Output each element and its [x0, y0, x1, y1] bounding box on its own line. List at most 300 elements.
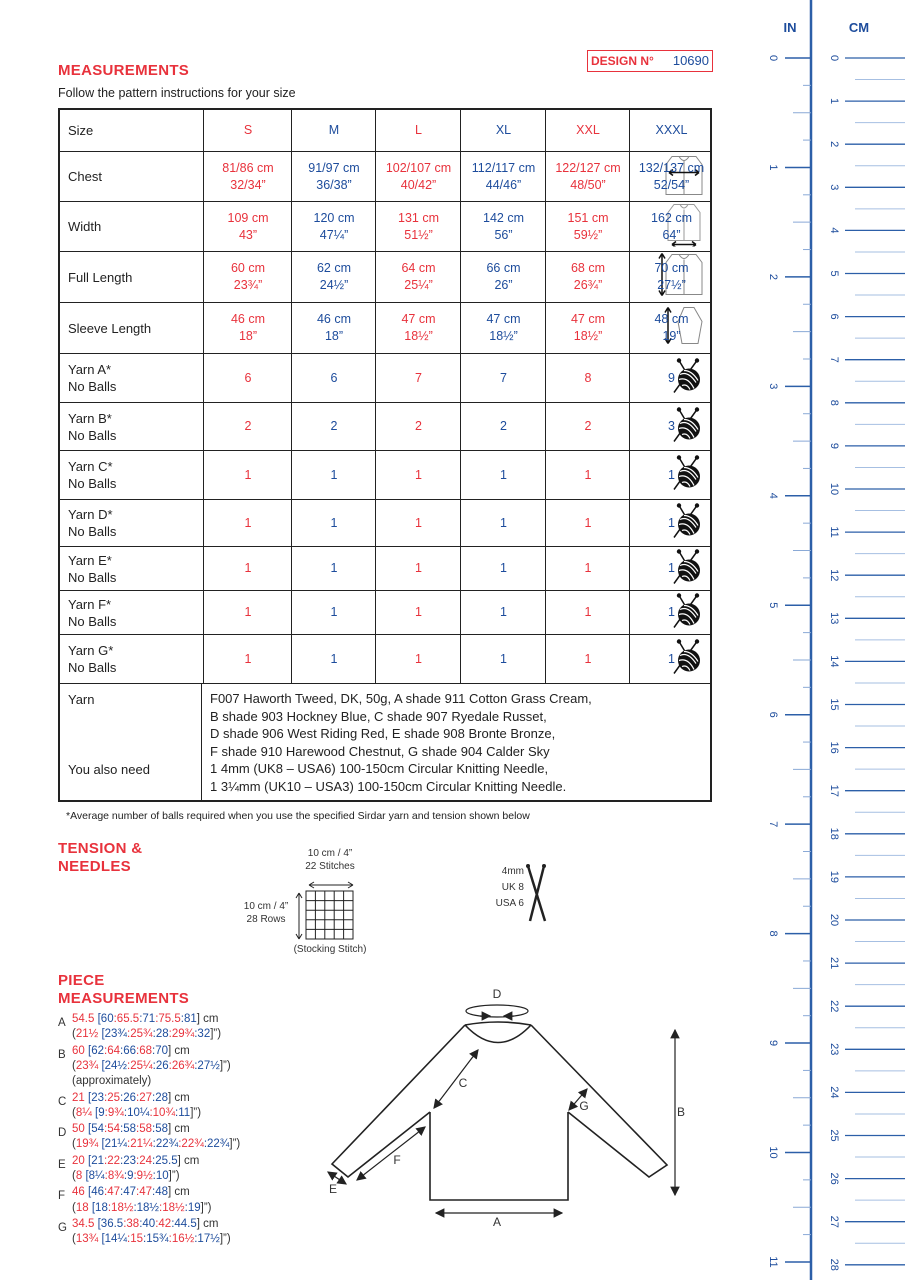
piece-value: 8¼ [88, 1169, 105, 1182]
cell-value: 1 [500, 467, 507, 482]
piece-letter: E [58, 1158, 66, 1171]
size-header-l [375, 110, 461, 151]
value-cell [375, 303, 461, 353]
cell-value: 1 [330, 467, 338, 482]
piece-value: 26¾ [171, 1059, 195, 1072]
row-label-line: Width [68, 219, 102, 234]
cell-value: 2 [584, 419, 592, 433]
arrow-c [434, 1050, 478, 1108]
piece-value: 26 [155, 1059, 169, 1072]
value-cell [629, 354, 713, 402]
piece-value: 70 [155, 1044, 168, 1057]
table-row [60, 451, 710, 500]
cell-value: 1 [415, 561, 422, 575]
cm-number: 18 [828, 827, 841, 840]
value-cell [375, 547, 461, 590]
value-cell [460, 547, 546, 590]
pieces-heading-2: MEASUREMENTS [58, 990, 190, 1007]
cell-value: 1 [330, 515, 338, 530]
piece-value: 25.5 [155, 1154, 178, 1167]
value-cell [460, 403, 546, 450]
tension-stitches: 22 Stitches [305, 861, 355, 872]
measuring-ruler [760, 0, 905, 1280]
row-label-line: No Balls [68, 660, 117, 675]
cell-value: 1 [584, 651, 592, 666]
cm-number: 6 [828, 313, 841, 320]
cm-number: 13 [828, 612, 841, 625]
size-name: XL [495, 123, 512, 137]
neck-circumference-loop [466, 1005, 528, 1017]
cell-value: 1 [500, 605, 507, 619]
piece-letter: C [58, 1095, 67, 1108]
piece-value: 65.5 [116, 1013, 140, 1025]
row-label [68, 403, 116, 450]
arrow-g [569, 1089, 587, 1110]
arrow-f [357, 1127, 425, 1180]
value-cell [545, 152, 630, 201]
cm-number: 23 [828, 1043, 841, 1056]
cell-value: 47 cm [486, 312, 521, 326]
size-name: S [243, 123, 253, 137]
cell-value: 1 [584, 515, 592, 530]
piece-value: 10¾ [152, 1106, 176, 1119]
cell-value: 131 cm [398, 210, 439, 225]
label-e: E [328, 1182, 338, 1196]
cell-value: 132/137 cm [638, 160, 705, 175]
cell-value: 1 [244, 605, 252, 619]
cm-number: 19 [828, 870, 841, 884]
piece-value: 22¾ [207, 1138, 230, 1151]
sweater-outline [332, 1022, 667, 1200]
value-cell [203, 354, 292, 402]
size-name: XXXL [655, 123, 688, 137]
piece-value: 28 [155, 1091, 168, 1104]
arrow-e [328, 1172, 346, 1184]
value-cell [545, 635, 630, 683]
piece-value: 47 [107, 1186, 120, 1199]
tension-rows: 28 Rows [246, 914, 286, 925]
needle-line: 1 3¼mm (UK10 – USA3) 100-150cm Circular Knitting Needle. [210, 778, 567, 794]
value-cell [375, 500, 461, 546]
piece-value: 54 [107, 1123, 120, 1136]
cell-value: 2 [244, 419, 252, 433]
table-row [60, 354, 710, 403]
piece-value: 23¾ [75, 1059, 99, 1072]
value-cell [460, 500, 546, 546]
measurements-table [58, 108, 712, 802]
inch-number: 6 [767, 711, 780, 718]
cm-number: 15 [828, 698, 841, 711]
value-cell [629, 500, 713, 546]
row-label [68, 547, 116, 590]
size-header-xxxl [629, 110, 713, 151]
value-cell [375, 635, 461, 683]
value-cell [375, 152, 461, 201]
piece-value: 20 [72, 1154, 85, 1167]
size-name: M [328, 123, 340, 137]
piece-value: 22¾ [155, 1138, 179, 1151]
inch-number: 11 [767, 1256, 780, 1268]
cell-value: 18½” [489, 329, 518, 343]
value-cell [203, 451, 292, 499]
inch-number: 4 [767, 492, 780, 499]
cell-value: 120 cm [313, 210, 355, 225]
cell-value: 18½” [404, 329, 433, 343]
footnote: *Average number of balls required when you use the specified Sirdar yarn and tension shown below [66, 810, 530, 822]
value-cell [203, 252, 292, 302]
cell-value: 1 [244, 515, 252, 530]
cell-value: 1 [500, 561, 507, 575]
piece-value: 48 [155, 1186, 168, 1199]
piece-value: 9¾ [107, 1106, 124, 1119]
value-cell [460, 451, 546, 499]
cm-number: 1 [828, 98, 841, 105]
yarn-line: B shade 903 Hockney Blue, C shade 907 Ryedale Russet, [210, 708, 547, 724]
cell-value: 1 [415, 651, 422, 666]
value-cell [291, 354, 376, 402]
cell-value: 1 [584, 467, 592, 482]
value-cell [203, 635, 292, 683]
piece-value: 27 [139, 1091, 152, 1104]
piece-value: 18½ [136, 1201, 160, 1214]
cell-value: 1 [244, 467, 252, 482]
value-cell [203, 403, 292, 450]
piece-value: 14¼ [104, 1233, 128, 1246]
cm-number: 27 [828, 1215, 841, 1228]
cell-value: 24½” [319, 278, 349, 292]
cell-value: 46 cm [230, 312, 266, 326]
piece-value: 47 [123, 1186, 136, 1199]
cell-value: 109 cm [227, 210, 269, 225]
row-label [68, 303, 151, 353]
row-label-line: No Balls [68, 476, 117, 491]
row-label [68, 202, 101, 251]
needle-size-mm: 4mm [501, 866, 524, 877]
piece-value: 46 [91, 1186, 104, 1199]
size-header-xxl [545, 110, 630, 151]
cm-number: 2 [828, 141, 841, 148]
knitting-needles-icon [525, 863, 555, 925]
table-header-row [60, 110, 710, 152]
cell-value: 112/117 cm [471, 160, 536, 175]
value-cell [203, 202, 292, 251]
cell-value: 23¾” [233, 278, 263, 292]
cm-number: 24 [828, 1086, 841, 1099]
value-cell [629, 591, 713, 634]
piece-value: 27½ [197, 1059, 220, 1072]
yarn-info-row [60, 684, 710, 800]
value-cell [203, 547, 292, 590]
size-name: XXL [576, 123, 600, 137]
cell-value: 1 [584, 605, 592, 619]
cell-value: 64 cm [401, 261, 436, 275]
piece-letter: F [58, 1190, 66, 1203]
piece-value: 21½ [75, 1028, 99, 1041]
piece-value: 25 [107, 1091, 120, 1104]
piece-value: 9 [98, 1106, 105, 1119]
needle-line: 1 4mm (UK8 – USA6) 100-150cm Circular Knitting Needle, [210, 761, 549, 776]
cm-number: 20 [828, 913, 841, 927]
value-cell [545, 403, 630, 450]
cell-value: 52/54” [653, 177, 690, 192]
cell-value: 60 cm [230, 261, 266, 275]
table-row [60, 403, 710, 451]
table-row [60, 252, 710, 303]
value-cell [629, 403, 713, 450]
cell-value: 66 cm [486, 261, 521, 275]
value-cell [375, 354, 461, 402]
cm-number: 5 [828, 270, 841, 277]
piece-value: 81 [183, 1013, 197, 1025]
cell-value: 2 [330, 419, 338, 433]
piece-value: 9 [127, 1169, 134, 1182]
inch-number: 5 [767, 602, 780, 609]
cm-number: 8 [828, 399, 841, 406]
piece-value: 10¼ [127, 1106, 150, 1119]
table-row [60, 591, 710, 635]
cell-value: 18” [238, 329, 258, 343]
cell-value: 102/107 cm [385, 160, 452, 175]
cell-value: 1 [244, 651, 252, 666]
cell-value: 7 [500, 370, 507, 385]
inch-number: 9 [767, 1039, 780, 1047]
label-c: C [458, 1076, 468, 1090]
cell-value: 1 [244, 561, 252, 575]
piece-value: 21¼ [130, 1138, 153, 1151]
cell-value: 1 [500, 515, 507, 530]
row-label-line: Sleeve Length [68, 320, 152, 336]
cm-number: 28 [828, 1258, 841, 1271]
value-cell [629, 451, 713, 499]
cell-value: 3 [668, 419, 675, 433]
cell-value: 1 [415, 515, 422, 530]
piece-value: 68 [139, 1044, 152, 1057]
cm-number: 25 [828, 1129, 841, 1142]
piece-value: 71 [142, 1013, 156, 1025]
cell-value: 1 [668, 651, 675, 666]
design-number-box [587, 50, 713, 72]
piece-value: 24 [139, 1154, 152, 1167]
cell-value: 6 [244, 370, 252, 385]
value-cell [291, 635, 376, 683]
piece-value: 22 [107, 1154, 120, 1167]
cm-number: 0 [828, 54, 841, 62]
value-cell [291, 252, 376, 302]
piece-value: 18½ [162, 1201, 185, 1214]
design-label: DESIGN N° [591, 54, 654, 68]
label-d: D [492, 987, 502, 1001]
piece-value: 18 [95, 1201, 108, 1214]
cm-number: 22 [828, 1000, 841, 1013]
cell-value: 32/34” [230, 177, 266, 192]
piece-value: 23 [91, 1091, 104, 1104]
value-cell [291, 547, 376, 590]
row-label-line: Yarn B* [68, 410, 112, 426]
cell-value: 7 [415, 370, 422, 385]
row-label [68, 500, 116, 546]
piece-value: 64 [107, 1044, 120, 1057]
row-label [68, 252, 132, 302]
cell-value: 1 [330, 561, 338, 575]
inch-number: 0 [767, 54, 780, 62]
row-label-line: Yarn E* [68, 552, 112, 568]
value-cell [460, 152, 546, 201]
value-cell [629, 152, 713, 201]
value-cell [545, 547, 630, 590]
measurements-heading: MEASUREMENTS [58, 62, 190, 79]
label-g: G [579, 1099, 589, 1113]
piece-letter: D [58, 1127, 67, 1140]
piece-letter: B [58, 1048, 66, 1061]
piece-value: 54 [91, 1123, 104, 1136]
cell-value: 81/86 cm [222, 160, 274, 175]
row-label-line: Yarn G* [68, 643, 114, 658]
row-label [68, 635, 116, 683]
row-label [68, 354, 116, 402]
value-cell [629, 202, 713, 251]
cell-value: 59½” [573, 227, 603, 242]
inch-label: IN [783, 20, 797, 35]
piece-value: 34.5 [72, 1217, 95, 1230]
value-cell [545, 303, 630, 353]
row-label-line: Chest [68, 169, 102, 184]
table-row [60, 202, 710, 252]
pieces-heading-1: PIECE [58, 972, 105, 989]
piece-value: 23¾ [104, 1028, 128, 1041]
cell-value: 18” [324, 329, 344, 343]
cell-value: 1 [415, 605, 422, 619]
row-label-line: Yarn A* [68, 362, 112, 377]
cm-number: 14 [828, 655, 841, 668]
cm-number: 9 [828, 442, 841, 449]
cell-value: 91/97 cm [308, 160, 360, 175]
row-label-line: No Balls [68, 379, 117, 394]
cm-number: 26 [828, 1172, 841, 1185]
piece-value: 26 [123, 1091, 136, 1104]
piece-value: 36.5 [100, 1217, 124, 1230]
piece-value: 24½ [104, 1059, 128, 1072]
yarn-line: F shade 910 Harewood Chestnut, G shade 904 Calder Sky [210, 743, 550, 759]
piece-value: 46 [72, 1186, 85, 1199]
value-cell [375, 252, 461, 302]
cm-number: 17 [828, 784, 841, 797]
cell-value: 122/127 cm [555, 160, 621, 175]
piece-value: 58 [155, 1123, 168, 1136]
value-cell [629, 252, 713, 302]
piece-value: 25¼ [130, 1059, 153, 1072]
label-b: B [676, 1105, 686, 1119]
cm-number: 3 [828, 184, 841, 191]
table-row [60, 635, 710, 684]
row-label-line: No Balls [68, 613, 117, 629]
cm-number: 12 [828, 569, 841, 582]
size-header-s [203, 110, 292, 151]
row-label [68, 110, 93, 151]
needle-size-uk: UK 8 [501, 882, 524, 893]
cell-value: 48 cm [654, 312, 689, 326]
piece-value: 75.5 [158, 1013, 181, 1025]
piece-value: 8¼ [75, 1106, 92, 1119]
needle-size-usa: USA 6 [495, 898, 524, 909]
piece-value: 32 [197, 1028, 211, 1041]
yarn-line: F007 Haworth Tweed, DK, 50g, A shade 911 Cotton Grass Cream, [210, 691, 592, 706]
cell-value: 1 [668, 605, 675, 619]
cell-value: 36/38” [316, 177, 352, 192]
piece-value: 29¾ [171, 1028, 195, 1041]
cm-number: 7 [828, 356, 841, 363]
value-cell [291, 303, 376, 353]
cell-value: 18½” [573, 329, 603, 343]
value-cell [545, 252, 630, 302]
cell-value: 1 [500, 651, 507, 666]
also-need-label: You also need [68, 762, 150, 777]
piece-value: 15¾ [146, 1233, 169, 1246]
pattern-page: MEASUREMENTS DESIGN N° 10690 Follow the pattern instructions for your size Yarn You also need F007 Haworth Tweed, DK, 50g, A shade 911 Cotton Grass Cream, B shade 903 Hockney Blue, C shade 907 Ryedale Russet, D shade 906 West Riding Red, E shade 908 Bronte Bronze, F shade 910 Harewood Chestnut, G shade 904 Calder Sky 1 4mm (UK8 – USA6) 100-150cm Circular Knitting Needle, 1 3¼mm (UK10 – USA3) 100-150cm Circular Knitting Needle. Size S M L XL XXL XXXL Chest 81/86 cm 32/34” 91/97 cm 36/38” 102/107 cm 40/42” 112/117 cm 44/46” 122/127 cm 48/50” 132/137 cm 52/54” Width 109 cm 43” 120 cm 47¼” 131 cm 51½” 142 cm 56” 151 cm 59½” 162 cm 64” Full Length 60 cm 23¾” 62 cm 24½” 64 cm 25¼” 66 cm 26” 68 cm 26¾” 70 cm 27½” Sleeve Length 46 cm 18” 46 cm 18” 47 cm 18½” 47 cm 18½” 47 cm 18½” 48 cm 19” Yarn A* No Balls 6 6 7 7 8 9 Yarn B* No Balls 2 2 2 2 2 3 Yarn C* No Balls 1 1 1 1 1 1 Yarn D* No Balls 1 1 1 1 1 1 Yarn E* No Balls 1 1 1 1 1 1 Yarn F* No Balls 1 1 1 1 1 1 Yarn G* No Balls 1 1 1 1 1 1 *Average number of balls required when you use the specified Sirdar yarn and tension shown below TENSION & NEEDLES 10 cm / 4” 22 Stitches 10 cm / 4” 28 Rows (Stocking Stitch) 4mm UK 8 USA 6 PIECE MEASUREMENTS A 54.5 [60:65.5:71:75.5:81] cm (21½ [23¾:25¾:28:29¾:32]”) B 60 [62:64:66:68:70] cm (23¾ [24½:25¼:26:26¾:27½]”) (approximately) C 21 [23:25:26:27:28] cm (8¼ [9:9¾:10¼:10¾:11]”) D 50 [54:54:58:58:58] cm (19¾ [21¼:21¼:22¾:22¾:22¾]”) E 20 [21:22:23:24:25.5] cm (8 [8¼:8¾:9:9½:10]”) F 46 [46:47:47:47:48] cm (18 [18:18½:18½:18½:19]”) G 34.5 [36.5:38:40:42:44.5] cm (13¾ [14¼:15:15¾:16½:17½]”) D C G B A F E IN CM 0 1 2 3 4 5 6 7 8 9 10 11 0 1 2 3 4 5 6 7 8 9 10 11 12 13 14 15 16 17 18 19 20 21 22 23 24 25 26 27 28 [0, 0, 905, 1280]
row-label-line: Yarn F* [68, 596, 112, 612]
piece-value: 47 [139, 1186, 152, 1199]
value-cell [375, 591, 461, 634]
piece-value: 19 [187, 1201, 201, 1214]
cell-value: 2 [415, 419, 422, 433]
value-cell [291, 202, 376, 251]
cell-value: 1 [330, 605, 338, 619]
value-cell [460, 202, 546, 251]
piece-value: 17½ [197, 1233, 220, 1246]
value-cell [629, 303, 713, 353]
cell-value: 64” [662, 227, 681, 242]
row-label-line: Full Length [68, 269, 133, 285]
yarn-description [202, 690, 592, 795]
cell-value: 26” [494, 278, 513, 292]
row-label [68, 451, 116, 499]
cell-value: 2 [500, 419, 507, 433]
value-cell [545, 451, 630, 499]
inch-number: 1 [767, 164, 780, 171]
piece-value: 21 [91, 1154, 104, 1167]
cell-value: 44/46” [485, 177, 522, 192]
cm-number: 16 [828, 741, 841, 754]
value-cell [629, 547, 713, 590]
piece-value: 11 [178, 1106, 191, 1119]
cm-number: 21 [828, 956, 841, 970]
tension-width-measure: 10 cm / 4” [307, 848, 353, 859]
piece-note: (approximately) [72, 1075, 152, 1088]
piece-value: 22¾ [181, 1138, 204, 1151]
cell-value: 6 [330, 370, 338, 385]
value-cell [291, 451, 376, 499]
cell-value: 47 cm [401, 312, 436, 326]
cell-value: 9 [668, 370, 675, 385]
piece-value: 38 [126, 1217, 140, 1230]
row-label-line: No Balls [68, 524, 117, 539]
piece-value: 58 [139, 1123, 152, 1136]
tension-height-measure: 10 cm / 4” [243, 901, 289, 912]
cell-value: 46 cm [316, 312, 352, 326]
tension-swatch-grid-icon [295, 875, 375, 945]
inch-number: 8 [767, 930, 780, 937]
cell-value: 40/42” [400, 177, 437, 192]
cell-value: 47 cm [570, 312, 606, 326]
inch-number: 2 [767, 273, 780, 280]
piece-value: 16½ [171, 1233, 195, 1246]
piece-value: 44.5 [174, 1217, 197, 1230]
cell-value: 1 [668, 515, 675, 530]
table-row [60, 500, 710, 547]
cell-value: 56” [494, 227, 513, 242]
piece-value: 21 [72, 1091, 85, 1104]
cell-value: 62 cm [316, 261, 352, 275]
cm-number: 11 [828, 526, 841, 538]
